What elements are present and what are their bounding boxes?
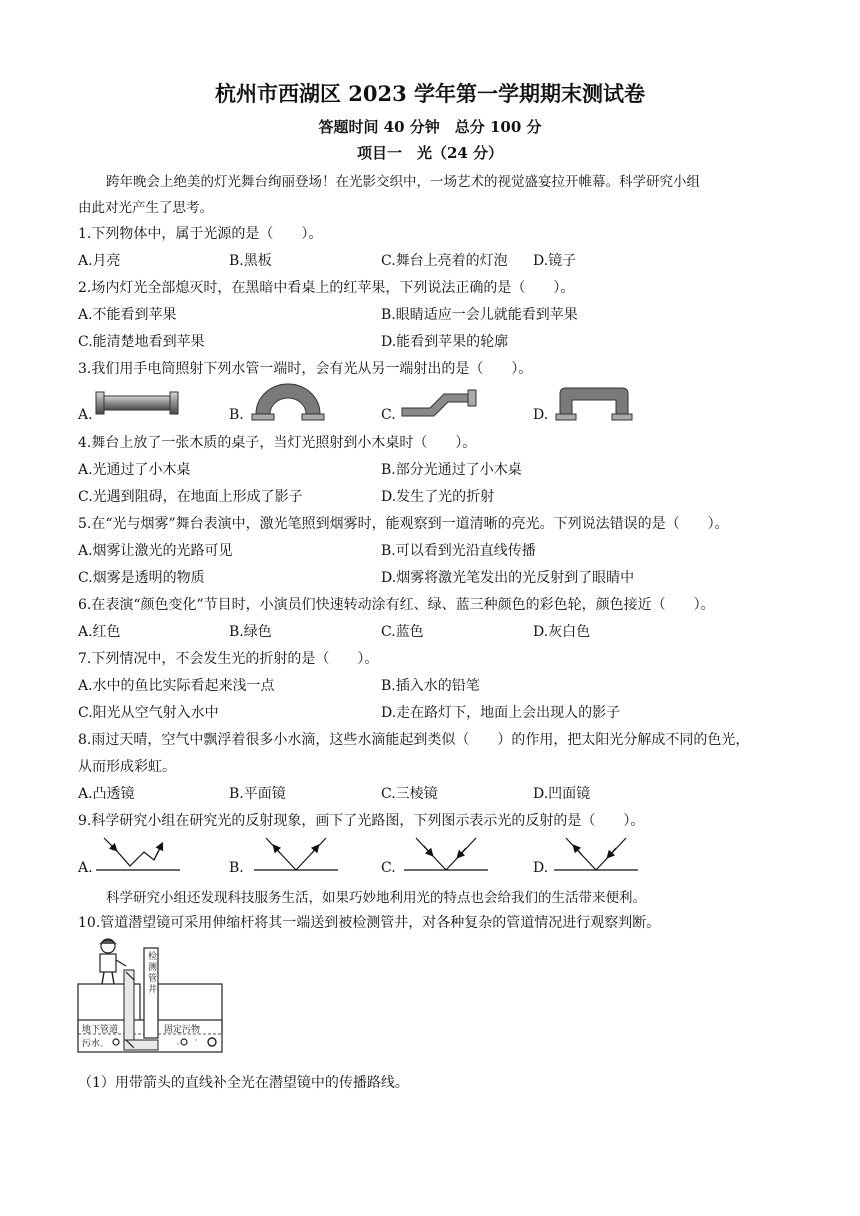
q1-option-d: D.镜子 bbox=[533, 253, 577, 269]
q5-option-a: A.烟雾让激光的光路可见 bbox=[78, 543, 233, 559]
pipe-u-bend-figure bbox=[250, 382, 326, 422]
q9-option-d: D. bbox=[533, 860, 549, 876]
pipe-straight-figure bbox=[96, 386, 178, 422]
intro-line-2: 由此对光产生了思考。 bbox=[78, 200, 213, 216]
q6-option-c: C.蓝色 bbox=[381, 624, 424, 640]
label-detection-well: 检测管井 bbox=[148, 952, 158, 995]
question-9-stem: 9.科学研究小组在研究光的反射现象，画下了光路图，下列图示表示光的反射的是（ ）。 bbox=[78, 813, 645, 829]
question-10-stem: 10.管道潜望镜可采用伸缩杆将其一端送到被检测管井，对各种复杂的管道情况进行观察判断。 bbox=[78, 915, 661, 931]
q9-option-a: A. bbox=[78, 860, 93, 876]
question-7-stem: 7.下列情况中，不会发生光的折射的是（ ）。 bbox=[78, 651, 379, 667]
question-10-part-1: （1）用带箭头的直线补全光在潜望镜中的传播路线。 bbox=[78, 1075, 409, 1091]
intro-line-1: 跨年晚会上绝美的灯光舞台绚丽登场！在光影交织中，一场艺术的视觉盛宴拉开帷幕。科学研究小组 bbox=[106, 174, 700, 190]
question-1-stem: 1.下列物体中，属于光源的是（ ）。 bbox=[78, 226, 323, 242]
q5-option-b: B.可以看到光沿直线传播 bbox=[381, 543, 536, 559]
q9-option-c: C. bbox=[381, 860, 396, 876]
question-3-stem: 3.我们用手电筒照射下列水管一端时，会有光从另一端射出的是（ ）。 bbox=[78, 361, 533, 377]
q6-option-b: B.绿色 bbox=[229, 624, 272, 640]
ray-diagram-d bbox=[554, 830, 638, 872]
q7-option-c: C.阳光从空气射入水中 bbox=[78, 705, 219, 721]
section-heading: 项目一 光（24 分） bbox=[356, 144, 504, 162]
q4-option-a: A.光通过了小木桌 bbox=[78, 462, 191, 478]
q1-option-c: C.舞台上亮着的灯泡 bbox=[381, 253, 508, 269]
q6-option-d: D.灰白色 bbox=[533, 624, 591, 640]
question-4-stem: 4.舞台上放了一张木质的桌子，当灯光照射到小木桌时（ ）。 bbox=[78, 435, 477, 451]
q4-option-d: D.发生了光的折射 bbox=[381, 489, 495, 505]
question-2-stem: 2.场内灯光全部熄灭时，在黑暗中看桌上的红苹果，下列说法正确的是（ ）。 bbox=[78, 280, 575, 296]
q3-option-a: A. bbox=[78, 407, 93, 423]
q7-option-a: A.水中的鱼比实际看起来浅一点 bbox=[78, 678, 275, 694]
q2-option-c: C.能清楚地看到苹果 bbox=[78, 334, 205, 350]
q3-option-c: C. bbox=[381, 407, 396, 423]
question-6-stem: 6.在表演“颜色变化”节目时，小演员们快速转动涂有红、绿、蓝三种颜色的彩色轮，颜色接近（ ）。 bbox=[78, 597, 715, 613]
q7-option-d: D.走在路灯下，地面上会出现人的影子 bbox=[381, 705, 621, 721]
exam-info: 答题时间 40 分钟 总分 100 分 bbox=[318, 118, 542, 136]
q8-option-a: A.凸透镜 bbox=[78, 786, 135, 802]
q4-option-c: C.光遇到阻碍，在地面上形成了影子 bbox=[78, 489, 303, 505]
q7-option-b: B.插入水的铅笔 bbox=[381, 678, 480, 694]
q8-option-d: D.凹面镜 bbox=[533, 786, 591, 802]
intro-tech: 科学研究小组还发现科技服务生活，如果巧妙地利用光的特点也会给我们的生活带来便利。 bbox=[106, 890, 646, 906]
ray-diagram-c bbox=[404, 830, 488, 872]
q5-option-d: D.烟雾将激光笔发出的光反射到了眼睛中 bbox=[381, 570, 635, 586]
label-sewage: 污水 bbox=[82, 1039, 101, 1049]
q2-option-a: A.不能看到苹果 bbox=[78, 307, 177, 323]
question-8-stem: 8.雨过天晴，空气中飘浮着很多小水滴，这些水滴能起到类似（ ）的作用，把太阳光分解成不同的色光， bbox=[78, 732, 750, 748]
q6-option-a: A.红色 bbox=[78, 624, 121, 640]
q2-option-d: D.能看到苹果的轮廓 bbox=[381, 334, 509, 350]
q5-option-c: C.烟雾是透明的物质 bbox=[78, 570, 205, 586]
q8-option-c: C.三棱镜 bbox=[381, 786, 438, 802]
q3-option-b: B. bbox=[229, 407, 244, 423]
page-title: 杭州市西湖区 2023 学年第一学期期末测试卷 bbox=[214, 81, 646, 106]
q3-option-d: D. bbox=[533, 407, 549, 423]
q2-option-b: B.眼睛适应一会儿就能看到苹果 bbox=[381, 307, 578, 323]
q1-option-b: B.黑板 bbox=[229, 253, 272, 269]
q1-option-a: A.月亮 bbox=[78, 253, 121, 269]
pipe-inverted-u-figure bbox=[556, 384, 632, 422]
label-fixed-waste: 固定污物 bbox=[164, 1025, 201, 1035]
question-8-stem-cont: 从而形成彩虹。 bbox=[78, 759, 176, 775]
q4-option-b: B.部分光通过了小木桌 bbox=[381, 462, 522, 478]
pipe-offset-figure bbox=[400, 386, 478, 422]
ray-diagram-b bbox=[254, 830, 338, 872]
label-underground-pipe: 地下管道 bbox=[82, 1025, 119, 1035]
q8-option-b: B.平面镜 bbox=[229, 786, 286, 802]
ray-diagram-a bbox=[96, 830, 180, 872]
question-5-stem: 5.在“光与烟雾”舞台表演中，激光笔照到烟雾时，能观察到一道清晰的亮光。下列说法错误的是（ ）。 bbox=[78, 516, 729, 532]
q9-option-b: B. bbox=[229, 860, 244, 876]
